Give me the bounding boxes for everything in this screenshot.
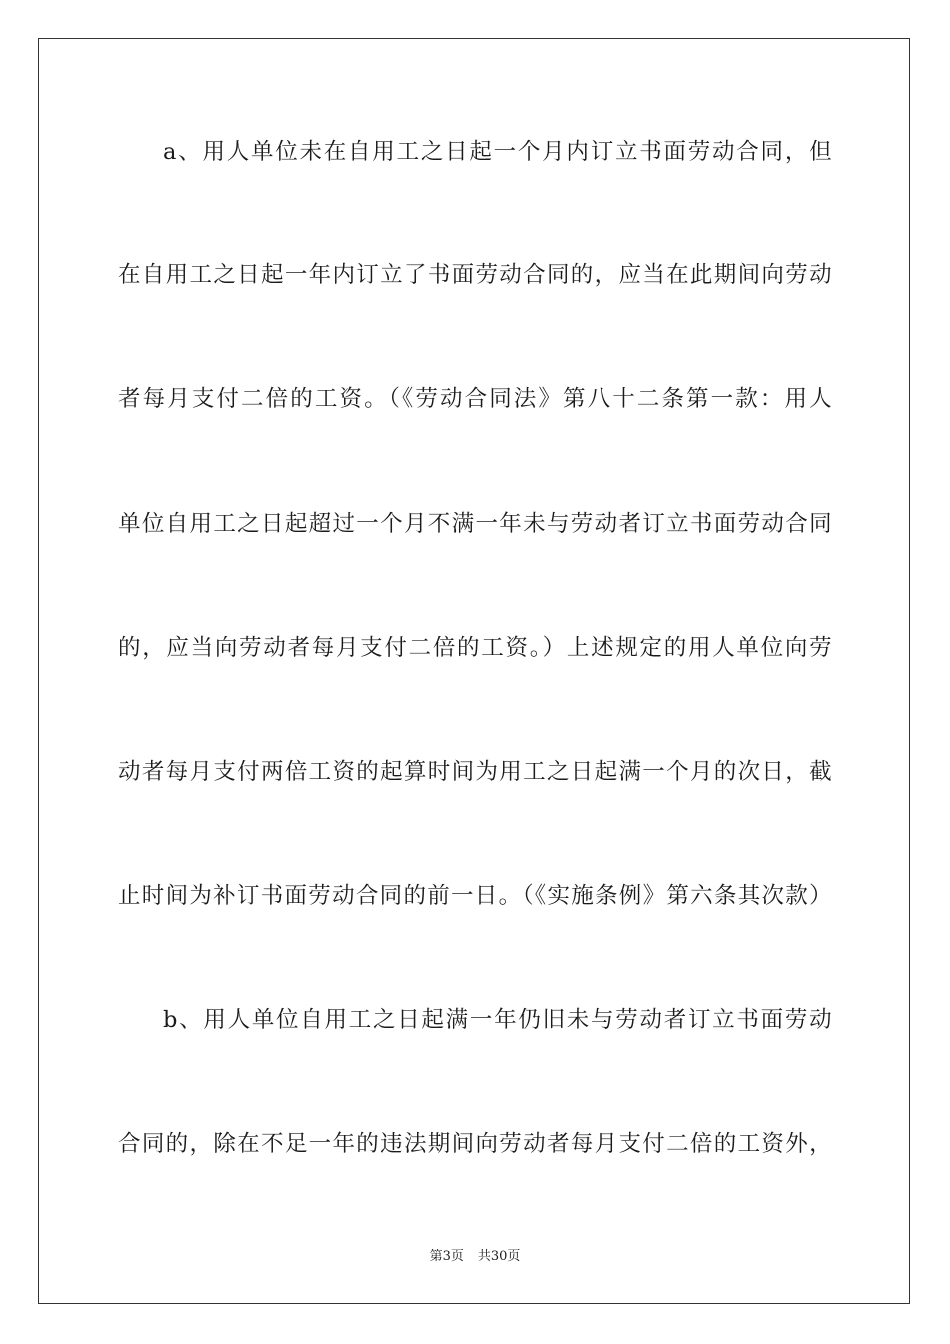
- paragraph-b-line-2: 合同的，除在不足一年的违法期间向劳动者每月支付二倍的工资外，: [118, 1131, 832, 1157]
- page-footer: [0, 1248, 950, 1266]
- page-number: 第3页: [429, 1249, 464, 1264]
- paragraph-a-line-5: 的，应当向劳动者每月支付二倍的工资。）上述规定的用人单位向劳: [118, 635, 832, 661]
- page-border: [38, 38, 910, 1304]
- page-total: 共30页: [477, 1249, 521, 1264]
- paragraph-a-line-3: 者每月支付二倍的工资。（《劳动合同法》第八十二条第一款：用人: [118, 386, 832, 412]
- paragraph-a-line-2: 在自用工之日起一年内订立了书面劳动合同的，应当在此期间向劳动: [118, 262, 832, 288]
- paragraph-b-line-1: b、用人单位自用工之日起满一年仍旧未与劳动者订立书面劳动: [163, 1007, 832, 1033]
- paragraph-a-line-6: 动者每月支付两倍工资的起算时间为用工之日起满一个月的次日，截: [118, 759, 832, 785]
- paragraph-a-line-4: 单位自用工之日起超过一个月不满一年未与劳动者订立书面劳动合同: [118, 511, 832, 537]
- paragraph-a-line-7: 止时间为补订书面劳动合同的前一日。（《实施条例》第六条其次款）: [118, 883, 832, 909]
- paragraph-a-line-1: a、用人单位未在自用工之日起一个月内订立书面劳动合同，但: [163, 139, 832, 165]
